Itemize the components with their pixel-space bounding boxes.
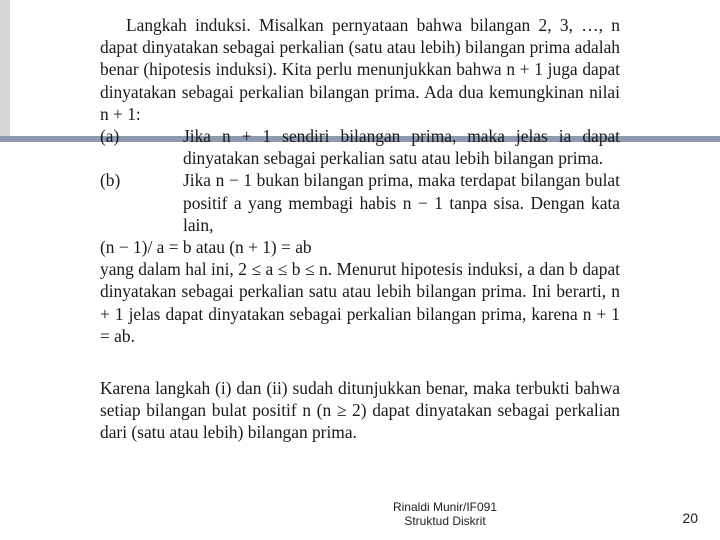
- case-b-text: Jika n − 1 bukan bilangan prima, maka terdapat bilangan bulat positif a yang membagi habis n − 1 tanpa sisa. Dengan kata lain,: [183, 170, 620, 235]
- case-a: [100, 125, 620, 169]
- case-b-label: (b): [100, 170, 121, 191]
- conclusion-paragraph: yang dalam hal ini, 2 ≤ a ≤ b ≤ n. Menurut hipotesis induksi, a dan b dapat dinyatakan sebagai perkalian satu atau lebih bilangan prima. Ini berarti, n + 1 jelas dapat dinyatakan sebagai perkalian bilangan prima, karena n + 1 = ab.: [100, 259, 620, 346]
- inductive-step-paragraph: Langkah induksi. Misalkan pernyataan bahwa bilangan 2, 3, …, n dapat dinyatakan sebagai perkalian (satu atau lebih) bilangan prima adalah benar (hipotesis induksi). Kita perlu menunjukkan bahwa n + 1 juga dapat dinyatakan sebagai perkalian bilangan prima. Ada dua kemungkinan nilai n + 1:: [100, 15, 620, 124]
- slide-footer: Rinaldi Munir/IF091 Struktud Diskrit: [392, 500, 498, 528]
- page-number: 20: [682, 510, 698, 526]
- slide-corner-decoration: [0, 0, 10, 136]
- equation: (n − 1)/ a = b atau (n + 1) = ab: [100, 237, 312, 258]
- scanned-text-block: [100, 14, 620, 444]
- case-a-label: (a): [100, 126, 120, 147]
- final-paragraph: Karena langkah (i) dan (ii) sudah ditunjukkan benar, maka terbukti bahwa setiap bilangan bulat positif n (n ≥ 2) dapat dinyatakan sebagai perkalian dari (satu atau lebih) bilangan prima.: [100, 378, 620, 443]
- case-b: [100, 169, 620, 236]
- case-a-text: Jika n + 1 sendiri bilangan prima, maka jelas ia dapat dinyatakan sebagai perkalian satu atau lebih bilangan prima.: [183, 126, 620, 169]
